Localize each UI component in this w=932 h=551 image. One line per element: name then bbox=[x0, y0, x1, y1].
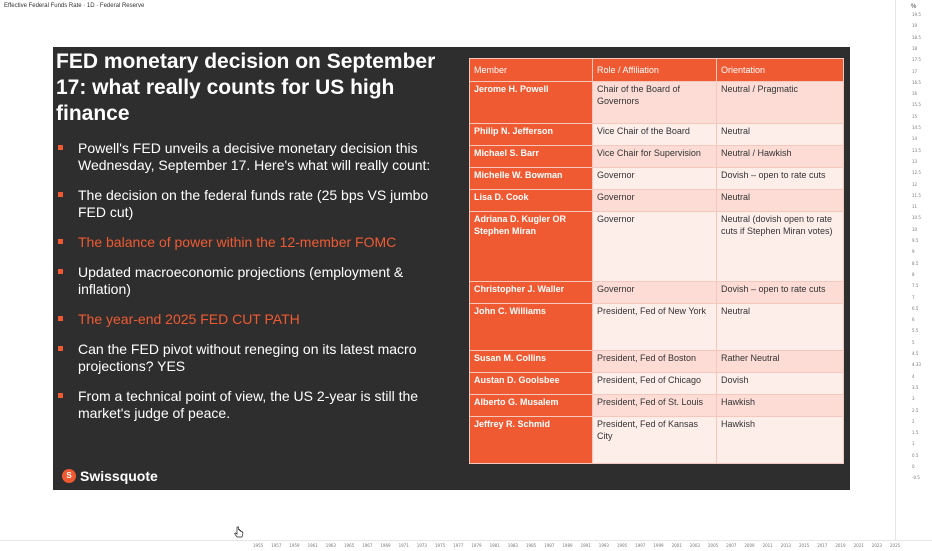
time-tick-label: 1999 bbox=[653, 543, 664, 548]
table-row bbox=[470, 124, 844, 146]
price-tick-label: 19.5 bbox=[912, 12, 921, 17]
price-tick-label: 8.5 bbox=[912, 260, 919, 266]
price-tick-label: 15 bbox=[912, 113, 918, 119]
orientation-cell: Dovish – open to rate cuts bbox=[717, 282, 844, 304]
table-row bbox=[470, 82, 844, 124]
table-row bbox=[470, 212, 844, 282]
bullet-item bbox=[58, 264, 453, 298]
price-tick-label: 18.5 bbox=[912, 34, 921, 40]
member-cell: John C. Williams bbox=[470, 304, 593, 351]
role-cell: Governor bbox=[593, 282, 717, 304]
bullet-list bbox=[58, 140, 453, 435]
time-tick-label: 1985 bbox=[526, 543, 537, 548]
price-tick-label: 16 bbox=[912, 91, 918, 97]
price-tick-label: 9.5 bbox=[912, 238, 919, 243]
bullet-item bbox=[58, 388, 453, 422]
bullet-square-icon bbox=[58, 316, 63, 321]
bullet-item bbox=[58, 187, 453, 221]
price-tick-label: 11 bbox=[912, 204, 918, 210]
member-cell: Jeffrey R. Schmid bbox=[470, 417, 593, 464]
table-row bbox=[470, 190, 844, 212]
price-tick-label: 16.5 bbox=[912, 79, 921, 85]
orientation-cell: Neutral / Pragmatic bbox=[717, 82, 844, 124]
table-row bbox=[470, 168, 844, 190]
price-tick-label: 17 bbox=[912, 68, 918, 74]
time-tick-label: 1983 bbox=[507, 543, 518, 548]
table-row bbox=[470, 395, 844, 417]
bullet-square-icon bbox=[58, 393, 63, 398]
role-cell: President, Fed of Chicago bbox=[593, 373, 717, 395]
chart-title: Effective Federal Funds Rate · 1D · Federal Reserve bbox=[4, 3, 145, 9]
time-tick-label: 1959 bbox=[289, 543, 300, 548]
price-tick-label: 14.5 bbox=[912, 125, 921, 130]
bullet-text: The year-end 2025 FED CUT PATH bbox=[78, 311, 300, 327]
price-tick-label: 0 bbox=[912, 464, 915, 469]
bullet-square-icon bbox=[58, 239, 63, 244]
member-cell: Austan D. Goolsbee bbox=[470, 373, 593, 395]
bullet-square-icon bbox=[58, 346, 63, 351]
member-cell: Christopher J. Waller bbox=[470, 282, 593, 304]
time-tick-label: 1971 bbox=[398, 543, 409, 548]
time-tick-label: 1991 bbox=[580, 543, 591, 548]
bullet-text: The balance of power within the 12-member FOMC bbox=[78, 234, 397, 250]
price-tick-label: 4 bbox=[912, 373, 915, 379]
price-tick-label: 14 bbox=[912, 136, 918, 142]
price-tick-label: 15.5 bbox=[912, 102, 921, 108]
price-tick-label: 19 bbox=[912, 23, 918, 29]
table-row bbox=[470, 146, 844, 168]
axis-unit-label: % bbox=[911, 4, 917, 10]
time-tick-label: 2019 bbox=[835, 543, 846, 548]
price-tick-label: 12 bbox=[912, 181, 918, 187]
time-tick-label: 2011 bbox=[762, 543, 773, 548]
bullet-square-icon bbox=[58, 145, 63, 150]
role-cell: Governor bbox=[593, 212, 717, 282]
price-tick-label: 11.5 bbox=[912, 192, 921, 198]
member-cell: Jerome H. Powell bbox=[470, 82, 593, 124]
orientation-cell: Hawkish bbox=[717, 417, 844, 464]
time-tick-label: 1987 bbox=[544, 543, 555, 548]
slide-title: FED monetary decision on September 17: what really counts for US high finance bbox=[56, 50, 436, 125]
price-tick-label: -0.5 bbox=[912, 475, 920, 481]
orientation-cell: Neutral bbox=[717, 304, 844, 351]
role-cell: Vice Chair of the Board bbox=[593, 124, 717, 146]
time-tick-label: 1997 bbox=[635, 543, 646, 548]
time-tick-label: 2025 bbox=[890, 543, 901, 548]
price-tick-label: 1 bbox=[912, 441, 915, 447]
price-tick-label: 13 bbox=[912, 158, 918, 164]
time-tick-label: 1993 bbox=[598, 543, 609, 548]
price-scale[interactable] bbox=[895, 0, 932, 540]
price-tick-label: 0.5 bbox=[912, 452, 919, 458]
price-tick-label: 17.5 bbox=[912, 57, 921, 63]
price-tick-label: 4.33 bbox=[912, 362, 921, 368]
price-tick-label: 3.5 bbox=[912, 384, 919, 390]
bullet-square-icon bbox=[58, 269, 63, 274]
role-cell: Governor bbox=[593, 190, 717, 212]
price-tick-label: 12.5 bbox=[912, 170, 921, 176]
time-tick-label: 1969 bbox=[380, 543, 391, 548]
table-header-row bbox=[470, 59, 844, 82]
table-row bbox=[470, 282, 844, 304]
bullet-text: Can the FED pivot without reneging on its latest macro projections? YES bbox=[78, 341, 417, 374]
price-tick-label: 2.5 bbox=[912, 407, 919, 413]
time-tick-label: 1967 bbox=[362, 543, 373, 548]
member-cell: Lisa D. Cook bbox=[470, 190, 593, 212]
time-tick-label: 2017 bbox=[817, 543, 828, 548]
role-cell: President, Fed of Boston bbox=[593, 351, 717, 373]
time-tick-label: 2005 bbox=[708, 543, 719, 548]
time-tick-label: 1961 bbox=[307, 543, 318, 548]
price-tick-label: 3 bbox=[912, 396, 915, 402]
orientation-cell: Rather Neutral bbox=[717, 351, 844, 373]
table-row bbox=[470, 351, 844, 373]
role-cell: President, Fed of Kansas City bbox=[593, 417, 717, 464]
pointer-cursor-icon bbox=[233, 526, 245, 538]
orientation-cell: Dovish – open to rate cuts bbox=[717, 168, 844, 190]
time-tick-label: 2021 bbox=[853, 543, 864, 548]
bullet-text: From a technical point of view, the US 2-year is still the market's judge of peace. bbox=[78, 388, 419, 421]
orientation-cell: Neutral / Hawkish bbox=[717, 146, 844, 168]
bullet-item bbox=[58, 311, 453, 328]
time-tick-label: 2007 bbox=[726, 543, 737, 548]
time-tick-label: 2001 bbox=[671, 543, 682, 548]
orientation-cell: Neutral bbox=[717, 124, 844, 146]
price-tick-label: 13.5 bbox=[912, 147, 921, 153]
role-cell: President, Fed of St. Louis bbox=[593, 395, 717, 417]
column-header-member: Member bbox=[470, 59, 593, 82]
time-tick-label: 1995 bbox=[617, 543, 628, 548]
price-tick-label: 7 bbox=[912, 294, 915, 300]
price-tick-label: 5.5 bbox=[912, 328, 919, 334]
table-row bbox=[470, 373, 844, 395]
time-tick-label: 1979 bbox=[471, 543, 482, 548]
time-tick-label: 1981 bbox=[489, 543, 500, 548]
role-cell: President, Fed of New York bbox=[593, 304, 717, 351]
price-tick-label: 4.5 bbox=[912, 351, 919, 356]
time-tick-label: 1973 bbox=[416, 543, 427, 548]
member-cell: Philip N. Jefferson bbox=[470, 124, 593, 146]
orientation-cell: Neutral bbox=[717, 190, 844, 212]
time-tick-label: 1955 bbox=[253, 543, 264, 548]
role-cell: Vice Chair for Supervision bbox=[593, 146, 717, 168]
bullet-square-icon bbox=[58, 192, 63, 197]
role-cell: Chair of the Board of Governors bbox=[593, 82, 717, 124]
column-header-orientation: Orientation bbox=[717, 59, 844, 82]
time-tick-label: 2015 bbox=[799, 543, 810, 548]
time-tick-label: 2003 bbox=[689, 543, 700, 548]
member-cell: Susan M. Collins bbox=[470, 351, 593, 373]
price-tick-label: 10 bbox=[912, 226, 918, 232]
slide-overlay bbox=[53, 47, 850, 490]
price-tick-label: 18 bbox=[912, 45, 918, 51]
price-tick-label: 9 bbox=[912, 249, 915, 255]
swissquote-brand bbox=[62, 468, 158, 484]
role-cell: Governor bbox=[593, 168, 717, 190]
time-tick-label: 1977 bbox=[453, 543, 464, 548]
time-tick-label: 1989 bbox=[562, 543, 573, 548]
table-row bbox=[470, 417, 844, 464]
member-cell: Adriana D. Kugler OR Stephen Miran bbox=[470, 212, 593, 282]
price-tick-label: 8 bbox=[912, 271, 915, 277]
price-tick-label: 7.5 bbox=[912, 283, 919, 289]
price-tick-label: 5 bbox=[912, 339, 915, 345]
bullet-text: The decision on the federal funds rate (25 bps VS jumbo FED cut) bbox=[78, 187, 429, 220]
time-tick-label: 1963 bbox=[325, 543, 336, 548]
time-tick-label: 1957 bbox=[271, 543, 282, 548]
orientation-cell: Neutral (dovish open to rate cuts if Stephen Miran votes) bbox=[717, 212, 844, 282]
time-tick-label: 1965 bbox=[344, 543, 355, 548]
bullet-item bbox=[58, 140, 453, 174]
member-cell: Michelle W. Bowman bbox=[470, 168, 593, 190]
time-tick-label: 1975 bbox=[435, 543, 446, 548]
time-scale[interactable] bbox=[0, 540, 932, 551]
time-tick-label: 2013 bbox=[780, 543, 791, 548]
price-tick-label: 1.5 bbox=[912, 430, 919, 436]
column-header-role: Role / Affiliation bbox=[593, 59, 717, 82]
price-tick-label: 6.5 bbox=[912, 305, 919, 311]
bullet-item bbox=[58, 341, 453, 375]
orientation-cell: Hawkish bbox=[717, 395, 844, 417]
price-tick-label: 10.5 bbox=[912, 215, 921, 221]
bullet-text: Updated macroeconomic projections (employment & inflation) bbox=[78, 264, 404, 297]
time-tick-label: 2009 bbox=[744, 543, 755, 548]
member-cell: Michael S. Barr bbox=[470, 146, 593, 168]
table-row bbox=[470, 304, 844, 351]
price-tick-label: 6 bbox=[912, 317, 915, 323]
bullet-text: Powell's FED unveils a decisive monetary decision this Wednesday, September 17. Here's what will really count: bbox=[78, 140, 431, 173]
fomc-members-table bbox=[469, 58, 844, 464]
bullet-item bbox=[58, 234, 453, 251]
orientation-cell: Dovish bbox=[717, 373, 844, 395]
brand-name: Swissquote bbox=[80, 468, 158, 484]
price-tick-label: 2 bbox=[912, 418, 915, 424]
time-tick-label: 2023 bbox=[871, 543, 882, 548]
swissquote-logo-icon: S bbox=[62, 469, 76, 483]
member-cell: Alberto G. Musalem bbox=[470, 395, 593, 417]
